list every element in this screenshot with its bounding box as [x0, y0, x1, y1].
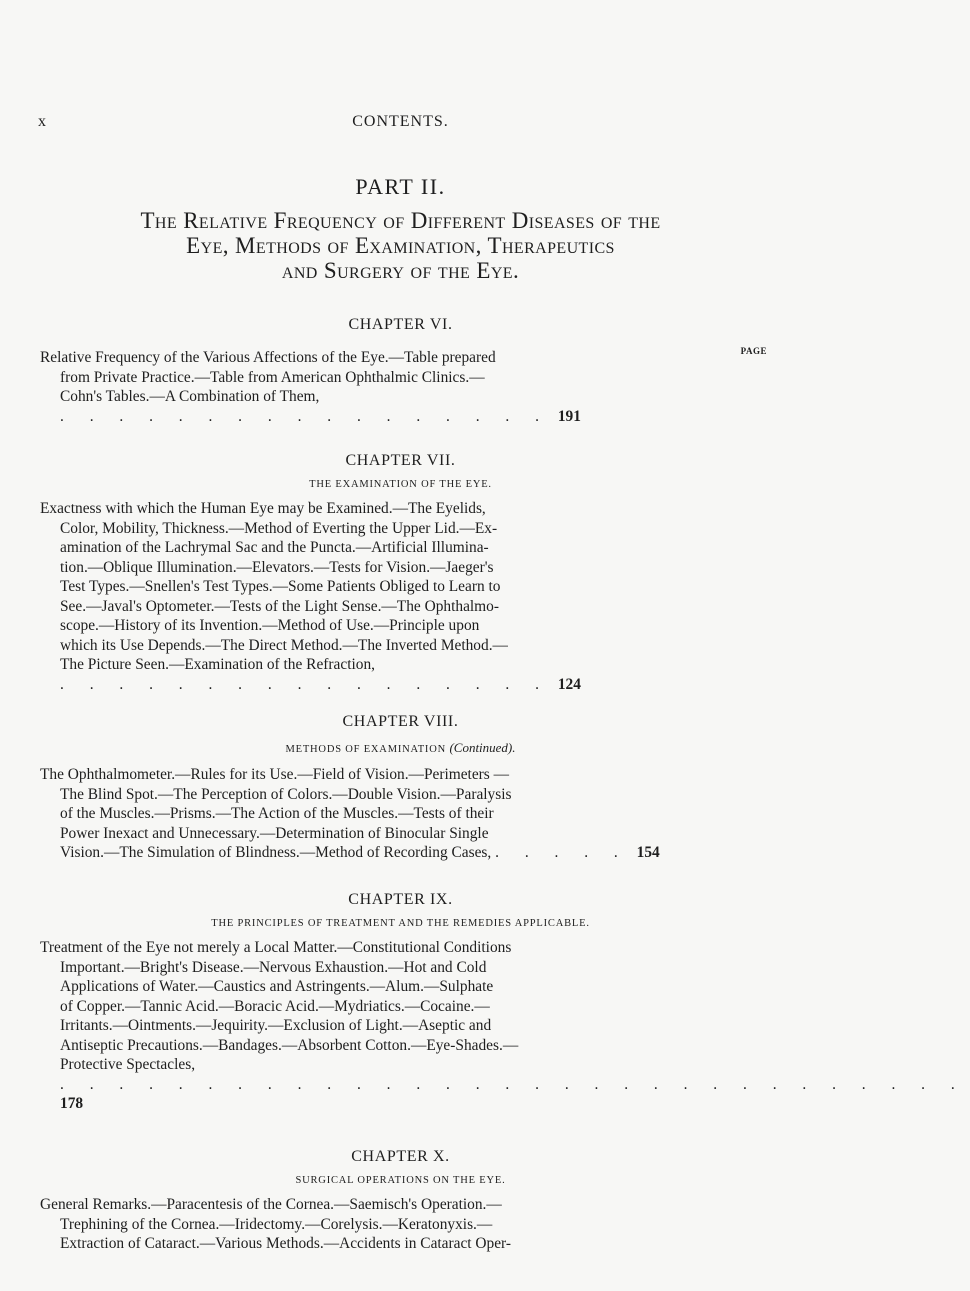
chapter-contents [40, 1195, 767, 1254]
chapter-10 [40, 1148, 767, 1254]
contents-line: Important.—Bright's Disease.—Nervous Exhaustion.—Hot and Cold [60, 958, 487, 976]
page-folio: x [38, 113, 47, 130]
contents-line: Relative Frequency of the Various Affections of the Eye.—Table prepared [40, 349, 496, 366]
chapter-contents [40, 499, 767, 694]
contents-line: Trephining of the Cornea.—Iridectomy.—Corelysis.—Keratonyxis.— [60, 1215, 493, 1233]
part-description [0, 208, 801, 283]
chapter-subtitle: THE EXAMINATION OF THE EYE. [309, 479, 492, 490]
chapter-8 [40, 713, 767, 863]
chapter-6 [40, 316, 767, 426]
contents-last-line [40, 843, 767, 863]
contents-line: General Remarks.—Paracentesis of the Cornea.—Saemisch's Operation.— [40, 1196, 502, 1213]
chapter-heading: CHAPTER VI. [348, 316, 453, 333]
part-title: PART II. [355, 174, 446, 199]
contents-line: Applications of Water.—Caustics and Astringents.—Alum.—Sulphate [60, 978, 494, 995]
contents-line: of Copper.—Tannic Acid.—Boracic Acid.—Mydriatics.—Cocaine.— [60, 997, 490, 1015]
contents-line: Power Inexact and Unnecessary.—Determination of Binocular Single [60, 824, 489, 842]
contents-line: Irritants.—Ointments.—Jequirity.—Exclusion of Light.—Aseptic and [60, 1017, 492, 1034]
contents-line: Vision.—The Simulation of Blindness.—Method of Recording Cases, [60, 844, 492, 861]
contents-line: Exactness with which the Human Eye may be Examined.—The Eyelids, [40, 500, 486, 517]
page-number: 124 [557, 675, 581, 693]
contents-line: amination of the Lachrymal Sac and the Puncta.—Artificial Illumina- [60, 539, 489, 556]
chapter-contents [40, 348, 767, 426]
chapter-heading: CHAPTER X. [351, 1148, 450, 1165]
contents-line: See.—Javal's Optometer.—Tests of the Light Sense.—The Ophthalmo- [60, 597, 499, 615]
chapter-subtitle [0, 740, 801, 756]
contents-line: from Private Practice.—Table from American Ophthalmic Clinics.— [60, 368, 485, 386]
contents-line: Protective Spectacles, [60, 1056, 196, 1073]
contents-line: scope.—History of its Invention.—Method of Use.—Principle upon [60, 617, 480, 634]
running-title: CONTENTS. [352, 113, 449, 130]
chapter-heading: CHAPTER VII. [345, 452, 456, 469]
running-head [0, 113, 801, 137]
part-description-line: The Relative Frequency of Different Diseases of the [140, 208, 661, 233]
contents-line: tion.—Oblique Illumination.—Elevators.—Tests for Vision.—Jaeger's [60, 558, 494, 576]
contents-last-line [40, 1055, 966, 1114]
leader-dots: . . . . . . . . . . . . . . . . . . . . . . . . . . . . . . . [60, 1075, 966, 1093]
leader-dots: . . . . . . . . . . . . . . . . . [60, 407, 550, 425]
chapter-9 [40, 891, 966, 1114]
contents-line: Treatment of the Eye not merely a Local Matter.—Constitutional Conditions [40, 939, 512, 956]
contents-line: Cohn's Tables.—A Combination of Them, [60, 388, 320, 405]
contents-line: Test Types.—Snellen's Test Types.—Some Patients Obliged to Learn to [60, 578, 501, 595]
chapter-contents [40, 765, 767, 863]
leader-dots: . . . . . . . . . . . . . . . . . [60, 675, 550, 693]
part-description-line: Eye, Methods of Examination, Therapeutics [186, 233, 615, 258]
chapter-contents [40, 938, 966, 1114]
part-description-line: and Surgery of the Eye. [281, 258, 520, 283]
contents-line: Antiseptic Precautions.—Bandages.—Absorbent Cotton.—Eye-Shades.— [60, 1036, 519, 1054]
contents-last-line [40, 387, 767, 426]
chapter-7 [40, 452, 767, 694]
chapter-subtitle-italic: (Continued). [449, 740, 516, 755]
page-number: 178 [60, 1095, 84, 1112]
chapter-subtitle-text: METHODS OF EXAMINATION [285, 744, 446, 755]
chapter-heading: CHAPTER VIII. [342, 713, 459, 730]
leader-dots: . . . . . [495, 844, 629, 861]
contents-last-line [40, 655, 767, 694]
page-column-label: PAGE [740, 346, 767, 356]
contents-line: The Ophthalmometer.—Rules for its Use.—Field of Vision.—Perimeters — [40, 766, 509, 783]
contents-line: which its Use Depends.—The Direct Method.—The Inverted Method.— [60, 636, 508, 654]
page-number: 154 [636, 844, 660, 861]
contents-line: of the Muscles.—Prisms.—The Action of the Muscles.—Tests of their [60, 805, 494, 822]
chapter-subtitle: THE PRINCIPLES OF TREATMENT AND THE REMEDIES APPLICABLE. [211, 918, 590, 929]
contents-line: Color, Mobility, Thickness.—Method of Everting the Upper Lid.—Ex- [60, 519, 498, 537]
page-number: 191 [557, 407, 581, 425]
contents-line: Extraction of Cataract.—Various Methods.—Accidents in Cataract Oper- [60, 1235, 512, 1252]
contents-line: The Blind Spot.—The Perception of Colors.—Double Vision.—Paralysis [60, 785, 512, 803]
chapter-subtitle: SURGICAL OPERATIONS ON THE EYE. [295, 1175, 506, 1186]
contents-line: The Picture Seen.—Examination of the Refraction, [60, 656, 375, 673]
chapter-heading: CHAPTER IX. [348, 891, 453, 908]
